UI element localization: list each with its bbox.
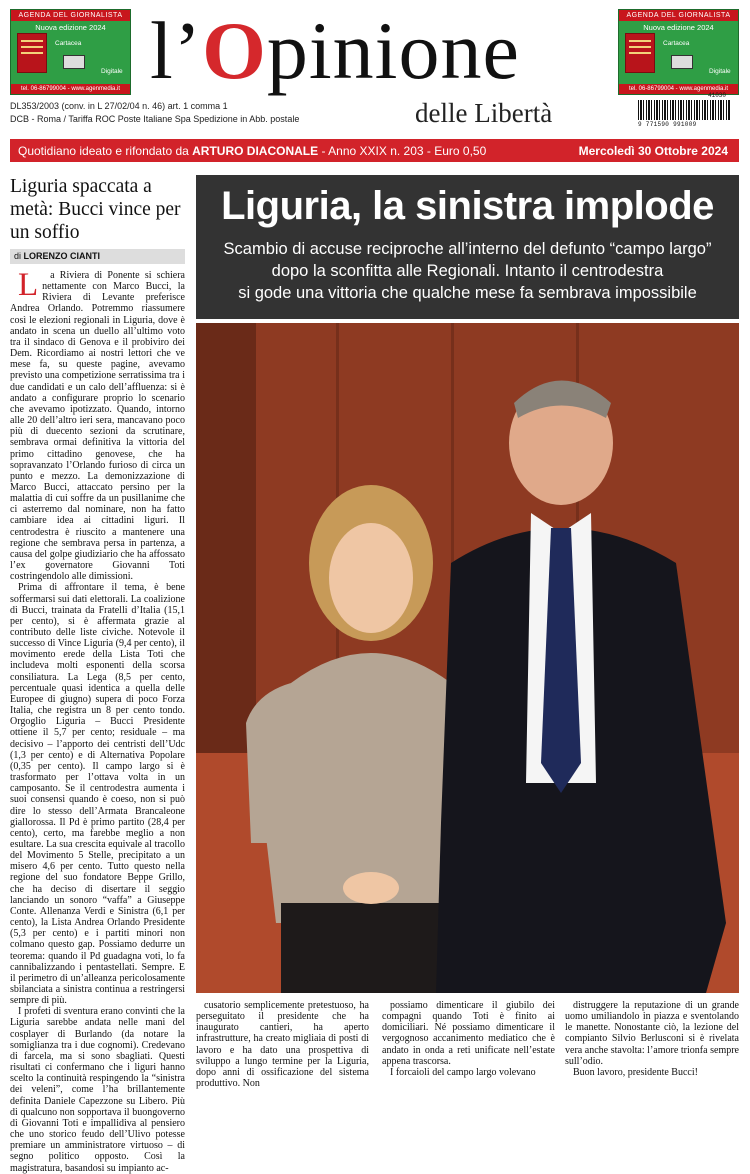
photo-illustration: [196, 323, 739, 993]
ad-label-digital: Digitale: [101, 68, 123, 75]
barcode-bars: [638, 100, 730, 120]
article-paragraph: I profeti di sventura erano convinti che la Liguria sarebbe andata nelle mani del cosplayer di Burlando (da notare la somiglianza tra i due cognomi). Credevano di farcela, ma si sono sbagliati. Questi risultati ci confermano che i liguri hanno scelto la continuità respingendo la “sinistra dei veleni”, come l’ha brillantemente definita Daniele Capezzone su Libero. Più di qualcuno non sopportava il buongoverno di Giovanni Toti e impallidiva al pensiero che uno storico feudo dell’Ulivo potesse premiare un amministratore virtuoso – di segno politico opposto. Così la magistratura, basandosi su impianto ac-: [10, 1006, 185, 1174]
ad-label-digital: Digitale: [709, 68, 731, 75]
side-article-body: [10, 267, 185, 1174]
ad-contact: tel. 06-86799004 - www.agenmedia.it: [11, 84, 130, 94]
masthead: [150, 5, 610, 96]
ad-title: AGENDA DEL GIORNALISTA: [619, 10, 738, 21]
lead-headline-box[interactable]: [196, 175, 739, 319]
ad-title: AGENDA DEL GIORNALISTA: [11, 10, 130, 21]
ad-subtitle: Nuova edizione 2024: [35, 23, 106, 32]
bottom-column-3: distruggere la reputazione di un grande uomo umiliandolo in piazza e sventolando le manette. Nonostante ciò, la lezione del compianto Silvio Berlusconi si è rivelata vera anche stavolta: l’amore trionfa sempre sull’odio. Buon lavoro, presidente Bucci!: [565, 1000, 739, 1078]
edition-info: - Anno XXIX n. 203 - Euro 0,50: [321, 143, 487, 158]
masthead-logo-o: O: [202, 5, 267, 96]
banner-left: Quotidiano ideato e rifondato da ARTURO DIACONALE - Anno XXIX n. 203 - Euro 0,50: [18, 143, 487, 158]
lead-deck: Scambio di accuse reciproche all’interno del defunto “campo largo” dopo la sconfitta alle Regionali. Intanto il centrodestra si gode una vittoria che qualche mese fa sembrava impossibile: [223, 240, 712, 302]
agenda-ad-right[interactable]: [618, 9, 739, 95]
laptop-icon: [671, 55, 693, 69]
barcode: [638, 92, 730, 128]
ad-contact: tel. 06-86799004 - www.agenmedia.it: [619, 84, 738, 94]
newspaper-subtitle: delle Libertà: [415, 98, 553, 128]
legal-line-1: DL353/2003 (conv. in L 27/02/04 n. 46) art. 1 comma 1: [10, 101, 228, 111]
bottom-column-1: cusatorio semplicemente pretestuoso, ha perseguitato il presidente che ha inaugurato cantieri, ha aperto infrastrutture, ha creato migliaia di posti di lavoro e ha dato una prospettiva di sviluppo a lungo termine per la Liguria, dopo anni di ossificazione del sistema produttivo. Non: [196, 1000, 369, 1090]
lead-headline: Liguria, la sinistra implode: [221, 184, 714, 228]
barcode-issue: 41030: [708, 92, 727, 99]
laptop-icon: [63, 55, 85, 69]
byline: di LORENZO CIANTI: [10, 249, 185, 264]
founder-name: ARTURO DIACONALE: [192, 143, 319, 158]
side-article-title[interactable]: Liguria spaccata a metà: Bucci vince per un soffio: [10, 176, 181, 243]
barcode-number: 9 771590 991009: [638, 121, 697, 128]
legal-line-2: DCB - Roma / Tariffa ROC Poste Italiane Spa Spedizione in Abb. postale: [10, 114, 300, 124]
book-icon: [625, 33, 655, 73]
book-icon: [17, 33, 47, 73]
article-paragraph: L a Riviera di Ponente si schiera nettamente con Marco Bucci, la Riviera di Levante preferisce Andrea Orlando. Potremmo riassumere così le elezioni regionali in Liguria, dove è andato in scena un duello all’ultimo voto tra il sindaco di Genova e il probiviro dei Dem. Ricordiamo ai nostri lettori che ve mese fa, su queste pagine, avevamo previsto una competizione serratissima tra i due candidati e un calo dell’affluenza: si è andato a configurare proprio lo scenario che avevamo ipotizzato. Quando, intorno alle 20 dell’altro ieri sera, mancavano poco più di duecento sezioni da scrutinare, sembrava ormai definitiva la vittoria del primo cittadino genovese, che ha sopravanzato l’Orlando furioso di circa un punto e mezzo. La demonizzazione di Marco Bucci, attaccato persino per la malattia di cui soffre da un pusillanime che ci asterremo dal nominare, non ha fatto cambiare idea ai cittadini liguri. Il centrodestra è riuscito a mantenere una regione che sembrava persa in partenza, a causa del golpe giudiziario che ha affossato l’ex governatore Giovanni Toti costringendolo alle dimissioni.: [10, 267, 185, 583]
issue-date: Mercoledì 30 Ottobre 2024: [578, 143, 728, 158]
newspaper-title: l’Opinione: [150, 5, 520, 96]
agenda-ad-left[interactable]: [10, 9, 131, 95]
ad-label-print: Cartacea: [55, 40, 82, 47]
article-paragraph: Prima di affrontare il tema, è bene soffermarsi sui dati elettorali. La coalizione di Bucci, trainata da Fratelli d’Italia (15,1 per cento), si è affermata grazie al contributo delle liste civiche. Notevole il successo di Vince Liguria (9,4 per cento), il movimento erede della Lista Toti che includeva molti esponenti della scorsa consiliatura. La Lega (8,5 per cento, percentuale quasi identica a quella delle Europee di giugno) supera di poco Forza Italia, che registra un 8 per cento tondo. Orgoglio Liguria – Bucci Presidente ottiene il 5,7 per cento; residuale – ma decisivo – l’apporto dei centristi dell’Udc (1,3 per cento) e di Alternativa Popolare (0,35 per cento). Il campo largo si è trasformato per l’ottava volta in un camposanto. Se il centrodestra aumenta i suoi consensi quando è coeso, non si può dire lo stesso dell’Armata Brancaleone giallorossa. Il Pd è primo partito (28,4 per cento), certo, ma farebbe meglio a non esultare. La sua crescita equivale al tracollo del Movimento 5 Stelle, precipitato a un misero 4,6 per cento. Tutto questo nella regione del suo fondatore Beppe Grillo, che ha deciso di disertare il seggio lanciando un sonoro “vaffa” a Giuseppe Conte. Allenanza Verdi e Sinistra (6,1 per cento), la Lista Andrea Orlando Presidente (5,3 per cento) e i partiti minori non colmano questo gap. Possiamo dedurre un teorema: quando il Pd guadagna voti, lo fa cannibalizzando i pentastellati. Sempre. E il perimetro di un’alleanza pericolosamente sbilanciata a sinistra continua a restringersi sempre di più.: [10, 582, 185, 1007]
lead-photo: [196, 323, 739, 993]
ad-label-print: Cartacea: [663, 40, 690, 47]
ad-subtitle: Nuova edizione 2024: [643, 23, 714, 32]
info-banner: [10, 139, 739, 162]
bottom-column-2: possiamo dimenticare il giubilo dei compagni quando Toti è finito ai domiciliari. Né possiamo dimenticare il vergognoso accanimento mediatico che è andato in onda a reti unificate nell’estate appena trascorsa. I forcaioli del campo largo volevano: [382, 1000, 555, 1078]
dropcap: L: [18, 267, 39, 303]
